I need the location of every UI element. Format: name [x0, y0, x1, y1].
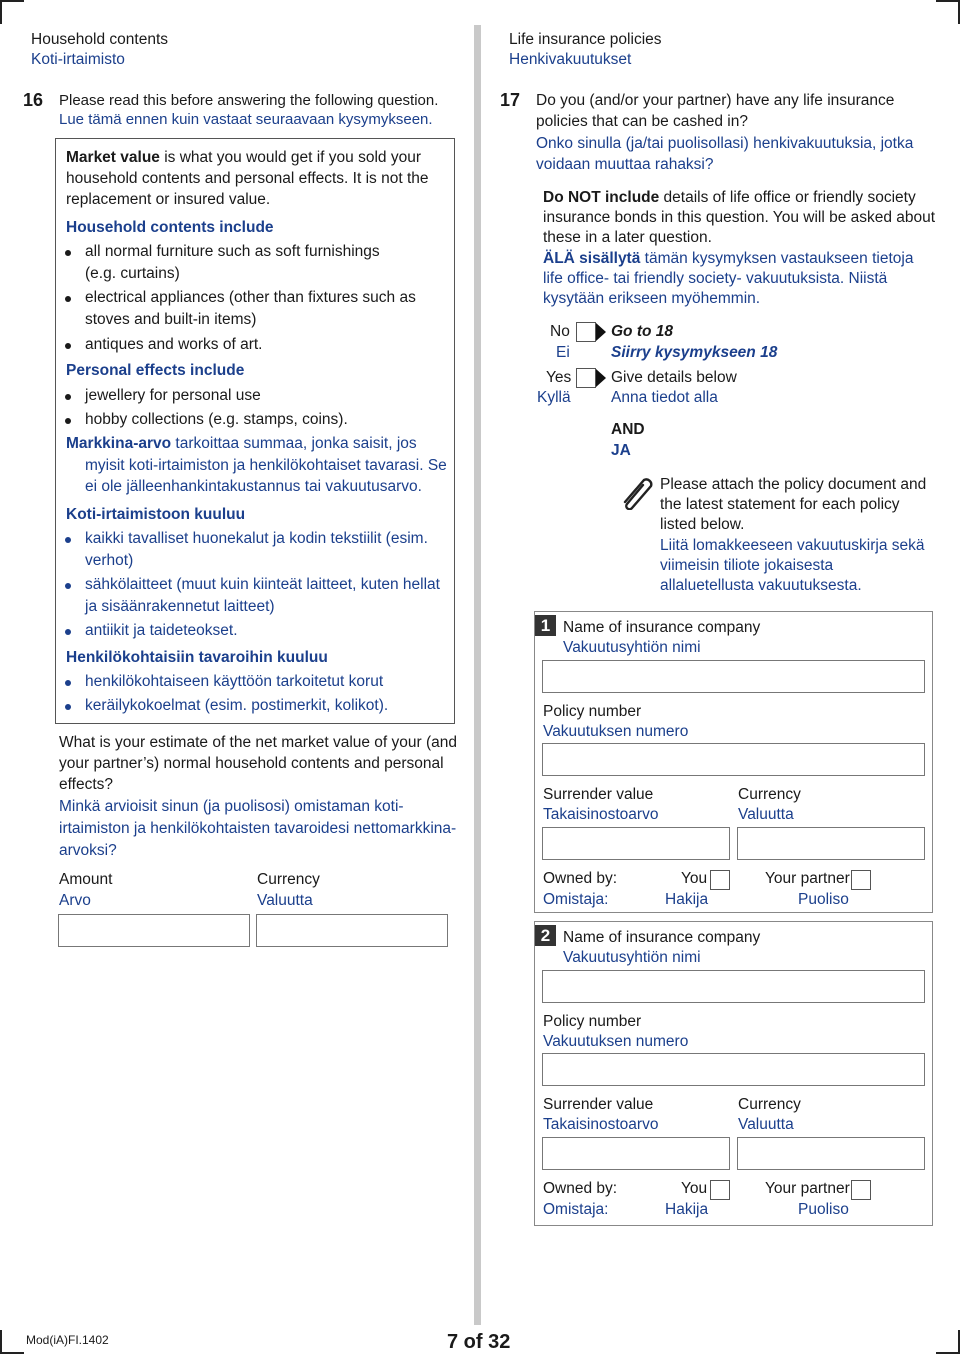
no-label: No	[550, 323, 570, 340]
policy-number-label: Policy number	[543, 1013, 642, 1030]
list-item-text: antiques and works of art.	[85, 336, 263, 353]
policy-number-input[interactable]	[542, 1053, 925, 1086]
q17-fi-note-line1	[543, 249, 913, 270]
owner-you-label: You	[681, 870, 708, 887]
owned-label: Owned by:	[543, 870, 618, 887]
hc-include-heading: Household contents include	[66, 219, 274, 236]
attach-line: Please attach the policy document and	[660, 476, 927, 493]
fi-market-text: tarkoittaa summaa, jonka saisit, jos	[171, 435, 417, 452]
no-goto: Go to 18	[611, 323, 674, 340]
q17-question-fi-line: Onko sinulla (ja/tai puolisollasi) henkivakuutuksia, jotka	[536, 135, 914, 152]
list-item	[85, 575, 440, 596]
owner-partner-checkbox[interactable]	[851, 1180, 871, 1200]
q17-question-fi-line: voidaan muuttaa rahaksi?	[536, 156, 714, 173]
q17-fi-note-line2: life office- tai friendly society- vakuutuksista. Niistä	[543, 270, 888, 287]
company-label-fi: Vakuutusyhtiön nimi	[563, 639, 701, 656]
owner-partner-checkbox[interactable]	[851, 870, 871, 890]
no-checkbox[interactable]	[576, 322, 596, 342]
market-value-line1	[66, 148, 421, 169]
list-item-cont: (e.g. curtains)	[85, 265, 180, 282]
owner-partner-label: Your partner	[765, 870, 850, 887]
list-item-cont: stoves and built-in items)	[85, 311, 257, 328]
note-text: details of life office or friendly society	[659, 189, 916, 206]
market-value-line3: replacement or insured value.	[66, 191, 271, 208]
list-item-text: all normal furniture such as soft furnishings	[85, 243, 380, 260]
q17-note-line3: these in a later question.	[543, 229, 712, 246]
amount-input[interactable]	[58, 914, 250, 947]
question-number: 17	[500, 90, 521, 110]
currency-label: Currency	[738, 786, 801, 803]
q16-question-fi-line: Minkä arvioisit sinun (ja puolisosi) omistaman koti-	[59, 798, 404, 815]
currency-label-fi: Valuutta	[738, 1116, 794, 1133]
owner-you-label-fi: Hakija	[665, 891, 709, 908]
section-title-en: Life insurance policies	[509, 31, 662, 48]
attach-fi-line: allaluetellusta vakuutuksesta.	[660, 577, 862, 594]
owner-partner-label-fi: Puoliso	[798, 1201, 849, 1218]
q16-question-fi-line: arvoksi?	[59, 842, 117, 859]
arrow-right-icon	[596, 323, 606, 341]
q17-fi-note-line3: kysytään erikseen myöhemmin.	[543, 290, 761, 307]
company-label-fi: Vakuutusyhtiön nimi	[563, 949, 701, 966]
list-item	[85, 696, 388, 717]
list-item-text: keräilykokoelmat (esim. postimerkit, kolikot).	[85, 697, 389, 714]
surrender-label: Surrender value	[543, 1096, 654, 1113]
owner-you-label-fi: Hakija	[665, 1201, 709, 1218]
surrender-input[interactable]	[542, 1137, 730, 1170]
policy-number-tag: 2	[535, 925, 556, 946]
list-item-text: hobby collections (e.g. stamps, coins).	[85, 411, 348, 428]
market-value-term: Market value	[66, 149, 160, 166]
attach-fi-line: viimeisin tiliote jokaisesta	[660, 557, 834, 574]
note-bold: Do NOT include	[543, 189, 660, 206]
list-item	[85, 672, 383, 693]
list-item	[85, 335, 263, 356]
amount-label: Amount	[59, 871, 113, 888]
list-item	[85, 410, 348, 431]
section-title-en: Household contents	[31, 31, 169, 48]
company-label: Name of insurance company	[563, 929, 761, 946]
q17-note-line2: insurance bonds in this question. You will be asked about	[543, 209, 936, 226]
fi-note-bold: ÄLÄ sisällytä	[543, 250, 641, 267]
section-title-fi: Koti-irtaimisto	[31, 51, 125, 68]
list-item	[85, 288, 416, 309]
currency-label: Currency	[257, 871, 320, 888]
currency-label-fi: Valuutta	[738, 806, 794, 823]
owned-label-fi: Omistaja:	[543, 891, 609, 908]
q16-question-line: What is your estimate of the net market value of your (and	[59, 734, 458, 751]
owner-partner-label-fi: Puoliso	[798, 891, 849, 908]
currency-input[interactable]	[737, 1137, 925, 1170]
list-item-cont: verhot)	[85, 552, 134, 569]
q16-intro-fi: Lue tämä ennen kuin vastaat seuraavaan kysymykseen.	[59, 111, 433, 128]
q17-question-line: policies that can be cashed in?	[536, 113, 748, 130]
surrender-label: Surrender value	[543, 786, 654, 803]
company-input[interactable]	[542, 970, 925, 1003]
list-item-text: henkilökohtaiseen käyttöön tarkoitetut korut	[85, 673, 384, 690]
pe-include-heading: Personal effects include	[66, 362, 245, 379]
arrow-right-icon	[596, 369, 606, 387]
crop-mark-bottom-left	[0, 1330, 2, 1354]
q17-question-line: Do you (and/or your partner) have any life insurance	[536, 92, 895, 109]
fi-market-term: Markkina-arvo	[66, 435, 172, 452]
company-label: Name of insurance company	[563, 619, 761, 636]
policy-number-tag: 1	[535, 615, 556, 636]
owned-label-fi: Omistaja:	[543, 1201, 609, 1218]
yes-label: Yes	[546, 369, 572, 386]
question-number: 16	[23, 90, 44, 110]
policy-number-label: Policy number	[543, 703, 642, 720]
list-item	[85, 386, 261, 407]
fi-pe-include-heading: Henkilökohtaisiin tavaroihin kuuluu	[66, 649, 328, 666]
company-input[interactable]	[542, 660, 925, 693]
surrender-input[interactable]	[542, 827, 730, 860]
list-item-text: jewellery for personal use	[85, 387, 261, 404]
list-item	[85, 242, 380, 263]
yes-checkbox[interactable]	[576, 368, 596, 388]
owned-label: Owned by:	[543, 1180, 618, 1197]
section-title-fi: Henkivakuutukset	[509, 51, 632, 68]
no-goto-fi: Siirry kysymykseen 18	[611, 344, 778, 361]
no-label-fi: Ei	[556, 344, 570, 361]
q16-question-line: your partner’s) normal household contents and personal	[59, 755, 444, 772]
surrender-label-fi: Takaisinostoarvo	[543, 806, 659, 823]
market-value-text: is what you would get if you sold your	[159, 149, 421, 166]
fi-market-line3: ei ole jälleenhankintakustannus tai vakuutusarvo.	[85, 478, 422, 495]
and-label: AND	[611, 421, 645, 438]
amount-label-fi: Arvo	[59, 892, 91, 909]
list-item	[85, 621, 238, 642]
fi-market-line1	[66, 434, 417, 455]
crop-mark-top-left	[0, 0, 2, 24]
attach-fi-line: Liitä lomakkeeseen vakuutuskirja sekä	[660, 537, 925, 554]
list-item-text: sähkölaitteet (muut kuin kiinteät laitteet, kuten hellat	[85, 576, 440, 593]
list-item-text: antiikit ja taideteokset.	[85, 622, 238, 639]
currency-input[interactable]	[256, 914, 448, 947]
page-number: 7 of 32	[447, 1331, 511, 1353]
yes-action-fi: Anna tiedot alla	[611, 389, 718, 406]
q16-intro-en: Please read this before answering the following question.	[59, 92, 439, 109]
attach-line: the latest statement for each policy	[660, 496, 900, 513]
owner-you-checkbox[interactable]	[710, 870, 730, 890]
currency-label-fi: Valuutta	[257, 892, 313, 909]
and-label-fi: JA	[611, 442, 631, 459]
currency-label: Currency	[738, 1096, 801, 1113]
list-item	[85, 529, 428, 550]
owner-you-label: You	[681, 1180, 708, 1197]
policy-number-label-fi: Vakuutuksen numero	[543, 723, 689, 740]
crop-mark-top-left	[0, 0, 24, 2]
paperclip-icon	[615, 470, 655, 510]
policy-number-input[interactable]	[542, 743, 925, 776]
owner-partner-label: Your partner	[765, 1180, 850, 1197]
surrender-label-fi: Takaisinostoarvo	[543, 1116, 659, 1133]
currency-input[interactable]	[737, 827, 925, 860]
fi-hc-include-heading: Koti-irtaimistoon kuuluu	[66, 506, 246, 523]
yes-action: Give details below	[611, 369, 737, 386]
q16-question-fi-line: irtaimiston ja henkilökohtaisten tavaroidesi nettomarkkina-	[59, 820, 457, 837]
owner-you-checkbox[interactable]	[710, 1180, 730, 1200]
market-value-line2: household contents and personal effects. It is not the	[66, 170, 429, 187]
q16-question-line: effects?	[59, 776, 114, 793]
fi-note-text: tämän kysymyksen vastaukseen tietoja	[640, 250, 914, 267]
column-divider	[474, 25, 481, 1325]
policy-number-label-fi: Vakuutuksen numero	[543, 1033, 689, 1050]
yes-label-fi: Kyllä	[537, 389, 571, 406]
crop-mark-top-right	[936, 0, 960, 2]
q17-note-line1	[543, 188, 916, 209]
list-item-text: kaikki tavalliset huonekalut ja kodin tekstiilit (esim.	[85, 530, 428, 547]
list-item-text: electrical appliances (other than fixtures such as	[85, 289, 416, 306]
fi-market-line2: myisit koti-irtaimiston ja henkilökohtaiset tavarasi. Se	[85, 457, 447, 474]
form-code: Mod(iA)FI.1402	[26, 1333, 109, 1347]
list-item-cont: ja sisäänrakennetut laitteet)	[85, 598, 275, 615]
attach-line: listed below.	[660, 516, 745, 533]
